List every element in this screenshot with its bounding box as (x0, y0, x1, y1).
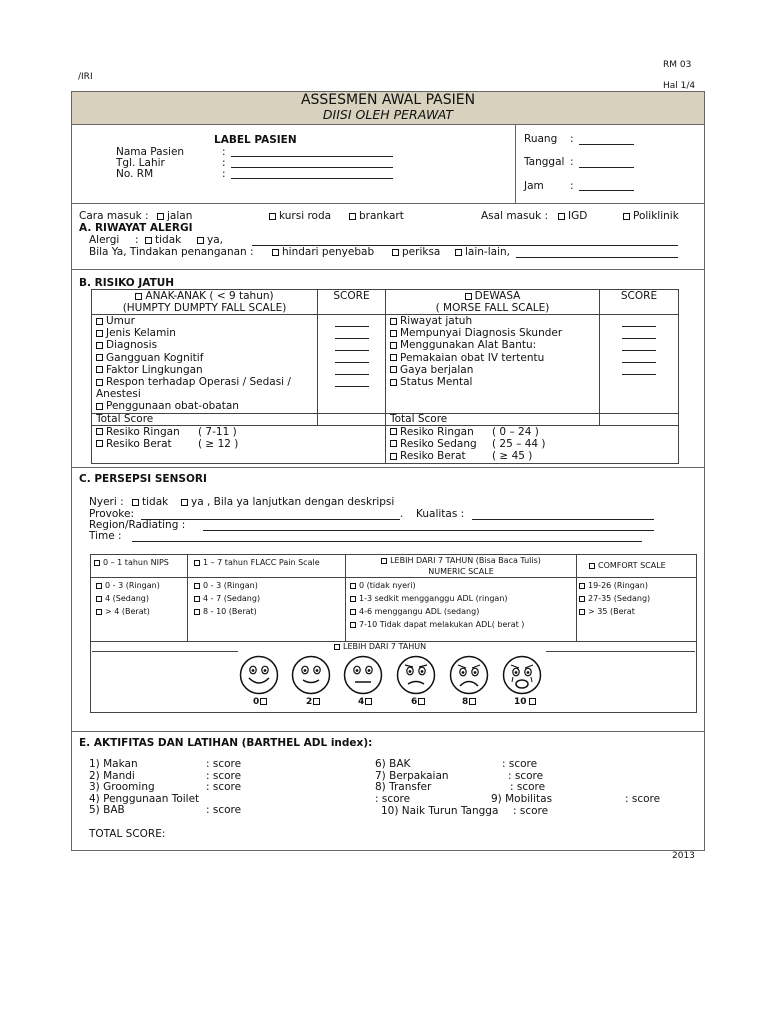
checkbox-icon[interactable] (455, 249, 462, 256)
checkbox-icon[interactable] (96, 330, 103, 337)
checkbox-icon[interactable] (390, 342, 397, 349)
alergi-label: Alergi (89, 234, 120, 246)
faces-title: LEBIH DARI 7 TAHUN (334, 642, 426, 651)
kualitas-label: Kualitas : (416, 508, 465, 520)
checkbox-icon[interactable] (349, 213, 356, 220)
nyeri-ya[interactable]: ya , Bila ya lanjutkan dengan deskripsi (181, 496, 394, 508)
flacc-header: 1 – 7 tahun FLACC Pain Scale (203, 558, 320, 567)
jam-input[interactable] (579, 190, 634, 191)
adult-items: Riwayat jatuh Mempunyai Diagnosis Skunder Menggunakan Alat Bantu: Pemakaian obat IV tertentu Gaya berjalan Status Mental (386, 315, 600, 414)
checkbox-icon[interactable] (96, 379, 103, 386)
adult-results: Resiko Ringan ( 0 – 24 ) Resiko Sedang ( 25 – 44 ) Resiko Berat ( ≥ 45 ) (386, 425, 679, 463)
asal-masuk-label: Asal masuk : (481, 210, 549, 222)
field-tanggal: Tanggal (524, 156, 565, 168)
tindakan-input[interactable] (516, 257, 678, 258)
field-no-rm: No. RM (116, 168, 154, 180)
nips-header: 0 – 1 tahun NIPS (103, 558, 169, 567)
cara-masuk-label: Cara masuk : (79, 210, 149, 222)
checkbox-icon[interactable] (381, 558, 387, 564)
checkbox-icon[interactable] (197, 237, 204, 244)
fall-risk-table (91, 289, 679, 464)
checkbox-icon[interactable] (390, 354, 397, 361)
checkbox-icon[interactable] (96, 428, 103, 435)
checkbox-icon[interactable] (365, 698, 372, 705)
checkbox-icon[interactable] (465, 293, 472, 300)
tangga-score[interactable]: : score (513, 805, 549, 817)
faces-cell (91, 642, 697, 713)
option-jalan[interactable]: jalan (157, 210, 192, 222)
checkbox-icon[interactable] (390, 366, 397, 373)
child-score-cells (318, 315, 386, 414)
checkbox-icon[interactable] (145, 237, 152, 244)
checkbox-icon[interactable] (181, 499, 188, 506)
nyeri-tidak[interactable]: tidak (132, 496, 168, 508)
checkbox-icon[interactable] (96, 583, 102, 589)
score-input[interactable] (335, 374, 369, 386)
score-input[interactable] (335, 338, 369, 350)
total-score-label: TOTAL SCORE: (89, 828, 166, 840)
checkbox-icon[interactable] (260, 698, 267, 705)
checkbox-icon[interactable] (579, 583, 585, 589)
flacc-items: 0 - 3 (Ringan) 4 - 7 (Sedang) 8 - 10 (Berat) (188, 578, 346, 642)
tindakan-periksa[interactable]: periksa (392, 246, 440, 258)
checkbox-icon[interactable] (390, 428, 397, 435)
checkbox-icon[interactable] (350, 609, 356, 615)
adult-score-header: SCORE (600, 290, 679, 315)
provoke-label: Provoke: (89, 508, 134, 520)
checkbox-icon[interactable] (96, 342, 103, 349)
fall-risk-heading: B. RISIKO JATUH (79, 277, 175, 289)
adult-total-label: Total Score (390, 412, 448, 425)
numeric-subheader: NUMERIC SCALE (428, 567, 494, 576)
checkbox-icon[interactable] (96, 318, 103, 325)
checkbox-icon[interactable] (350, 583, 356, 589)
adult-header: DEWASA ( MORSE FALL SCALE) (386, 290, 600, 315)
score-input[interactable] (335, 362, 369, 374)
ruang-input[interactable] (579, 144, 634, 145)
checkbox-icon[interactable] (623, 213, 630, 220)
child-total-cell[interactable] (318, 413, 386, 425)
form-subtitle: DIISI OLEH PERAWAT (322, 107, 454, 122)
comfort-header: COMFORT SCALE (598, 561, 666, 570)
nyeri-label: Nyeri : (89, 496, 124, 508)
activity-left-list: 1) Makan 2) Mandi 3) Grooming 4) Penggunaan Toilet 5) BAB (89, 758, 200, 816)
checkbox-icon[interactable] (589, 563, 595, 569)
face-score-0[interactable]: 0 (253, 697, 270, 707)
region-input[interactable] (203, 530, 654, 531)
option-igd[interactable]: IGD (558, 210, 587, 222)
face-score-8[interactable]: 8 (462, 697, 479, 707)
face-slight-frown-icon (396, 655, 436, 695)
comfort-items: 19-26 (Ringan) 27-35 (Sedang) > 35 (Berat (577, 578, 697, 642)
activity-item-mobilitas: 9) Mobilitas (491, 793, 553, 805)
tgl-lahir-input[interactable] (231, 167, 393, 168)
checkbox-icon[interactable] (96, 596, 102, 602)
child-score-header: SCORE (318, 290, 386, 315)
checkbox-icon[interactable] (132, 499, 139, 506)
field-ruang: Ruang (524, 133, 558, 145)
adult-score-cells (600, 315, 679, 414)
checkbox-icon[interactable] (157, 213, 164, 220)
checkbox-icon[interactable] (334, 644, 340, 650)
checkbox-icon[interactable] (392, 249, 399, 256)
score-input[interactable] (335, 386, 369, 398)
alergi-ya[interactable]: ya, (197, 234, 223, 246)
score-input[interactable] (335, 326, 369, 338)
checkbox-icon[interactable] (96, 354, 103, 361)
checkbox-icon[interactable] (418, 698, 425, 705)
checkbox-icon[interactable] (96, 609, 102, 615)
tanggal-input[interactable] (579, 167, 634, 168)
page-number: Hal 1/4 (663, 81, 696, 91)
checkbox-icon[interactable] (272, 249, 279, 256)
region-label: Region/Radiating : (89, 519, 186, 531)
score-input[interactable] (335, 350, 369, 362)
nama-pasien-input[interactable] (231, 156, 393, 157)
score-input[interactable] (622, 362, 656, 374)
option-kursi-roda[interactable]: kursi roda (269, 210, 331, 222)
activity-right-list: 6) BAK 7) Berpakaian 8) Transfer (375, 758, 449, 793)
option-poliklinik[interactable]: Poliklinik (623, 210, 679, 222)
form-title: ASSESMEN AWAL PASIEN (300, 92, 476, 108)
checkbox-icon[interactable] (194, 583, 200, 589)
checkbox-icon[interactable] (94, 560, 100, 566)
checkbox-icon[interactable] (579, 609, 585, 615)
checkbox-icon[interactable] (350, 622, 356, 628)
adult-total-cell[interactable] (600, 413, 679, 425)
checkbox-icon[interactable] (390, 318, 397, 325)
checkbox-icon[interactable] (390, 453, 397, 460)
checkbox-icon[interactable] (194, 609, 200, 615)
score-input[interactable] (622, 326, 656, 338)
score-input[interactable] (622, 338, 656, 350)
activity-heading: E. AKTIFITAS DAN LATIHAN (BARTHEL ADL index): (79, 737, 373, 749)
face-neutral-icon (343, 655, 383, 695)
tindakan-lain[interactable]: lain-lain, (455, 246, 510, 258)
tindakan-label: Bila Ya, Tindakan penanganan : (89, 246, 254, 258)
field-jam: Jam (524, 180, 544, 192)
face-score-2[interactable]: 2 (306, 697, 323, 707)
checkbox-icon[interactable] (96, 366, 103, 373)
child-results: Resiko Ringan ( 7-11 ) Resiko Berat ( ≥ 12 ) (92, 425, 386, 463)
alergi-tidak[interactable]: tidak (145, 234, 181, 246)
label-pasien-title: LABEL PASIEN (214, 134, 297, 146)
child-items: Umur Jenis Kelamin Diagnosis Gangguan Kognitif Faktor Lingkungan Respon terhadap Operasi / Sedasi / Anestesi Penggunaan obat-obatan (92, 315, 318, 414)
checkbox-icon[interactable] (96, 403, 103, 410)
activity-item-tangga: 10) Naik Turun Tangga (381, 805, 499, 817)
numeric-header: LEBIH DARI 7 TAHUN (Bisa Baca Tulis) (390, 556, 541, 565)
checkbox-icon[interactable] (269, 213, 276, 220)
field-nama-pasien: Nama Pasien (116, 146, 185, 158)
activity-right-scores[interactable]: : score : score : score (502, 758, 546, 793)
numeric-items: 0 (tidak nyeri) 1-3 sedkit mengganggu ADL (ringan) 4-6 menggangu ADL (sedang) 7-10 Tidak dapat melakukan ADL( berat ) (346, 578, 577, 642)
sensory-heading: C. PERSEPSI SENSORI (79, 473, 207, 485)
face-score-10[interactable]: 10 (514, 697, 539, 707)
checkbox-icon[interactable] (529, 698, 536, 705)
no-rm-input[interactable] (231, 178, 393, 179)
time-label: Time : (89, 530, 122, 542)
checkbox-icon[interactable] (579, 596, 585, 602)
nips-items: 0 - 3 (Ringan) 4 (Sedang) > 4 (Berat) (91, 578, 188, 642)
allergy-heading: A. RIWAYAT ALERGI (79, 222, 193, 234)
score-input[interactable] (622, 374, 656, 386)
checkbox-icon[interactable] (194, 596, 200, 602)
child-total-label: Total Score (96, 412, 154, 425)
face-slight-smile-icon (291, 655, 331, 695)
checkbox-icon[interactable] (313, 698, 320, 705)
activity-left-scores[interactable]: : score : score : score : score (206, 758, 242, 816)
field-tgl-lahir: Tgl. Lahir (116, 157, 165, 169)
toilet-score[interactable]: : score (375, 793, 411, 805)
checkbox-icon[interactable] (390, 379, 397, 386)
child-header: ANAK-ANAK ( < 9 tahun) (HUMPTY DUMPTY FALL SCALE) (92, 290, 318, 315)
checkbox-icon[interactable] (96, 440, 103, 447)
face-score-4[interactable]: 4 (358, 697, 375, 707)
face-score-6[interactable]: 6 (411, 697, 428, 707)
checkbox-icon[interactable] (469, 698, 476, 705)
pain-scale-table (90, 554, 697, 713)
form-code: RM 03 (663, 60, 692, 70)
option-brankart[interactable]: brankart (349, 210, 404, 222)
score-input[interactable] (622, 350, 656, 362)
face-smile-icon (239, 655, 279, 695)
mobilitas-score[interactable]: : score (625, 793, 661, 805)
face-crying-icon (502, 655, 542, 695)
checkbox-icon[interactable] (390, 330, 397, 337)
checkbox-icon[interactable] (135, 293, 142, 300)
checkbox-icon[interactable] (194, 560, 200, 566)
footer-year: 2013 (672, 851, 695, 861)
tindakan-hindari[interactable]: hindari penyebab (272, 246, 374, 258)
kualitas-input[interactable] (472, 519, 654, 520)
checkbox-icon[interactable] (558, 213, 565, 220)
checkbox-icon[interactable] (350, 596, 356, 602)
checkbox-icon[interactable] (390, 440, 397, 447)
face-frown-icon (449, 655, 489, 695)
time-input[interactable] (132, 541, 642, 542)
unit-code: /IRI (78, 72, 93, 82)
